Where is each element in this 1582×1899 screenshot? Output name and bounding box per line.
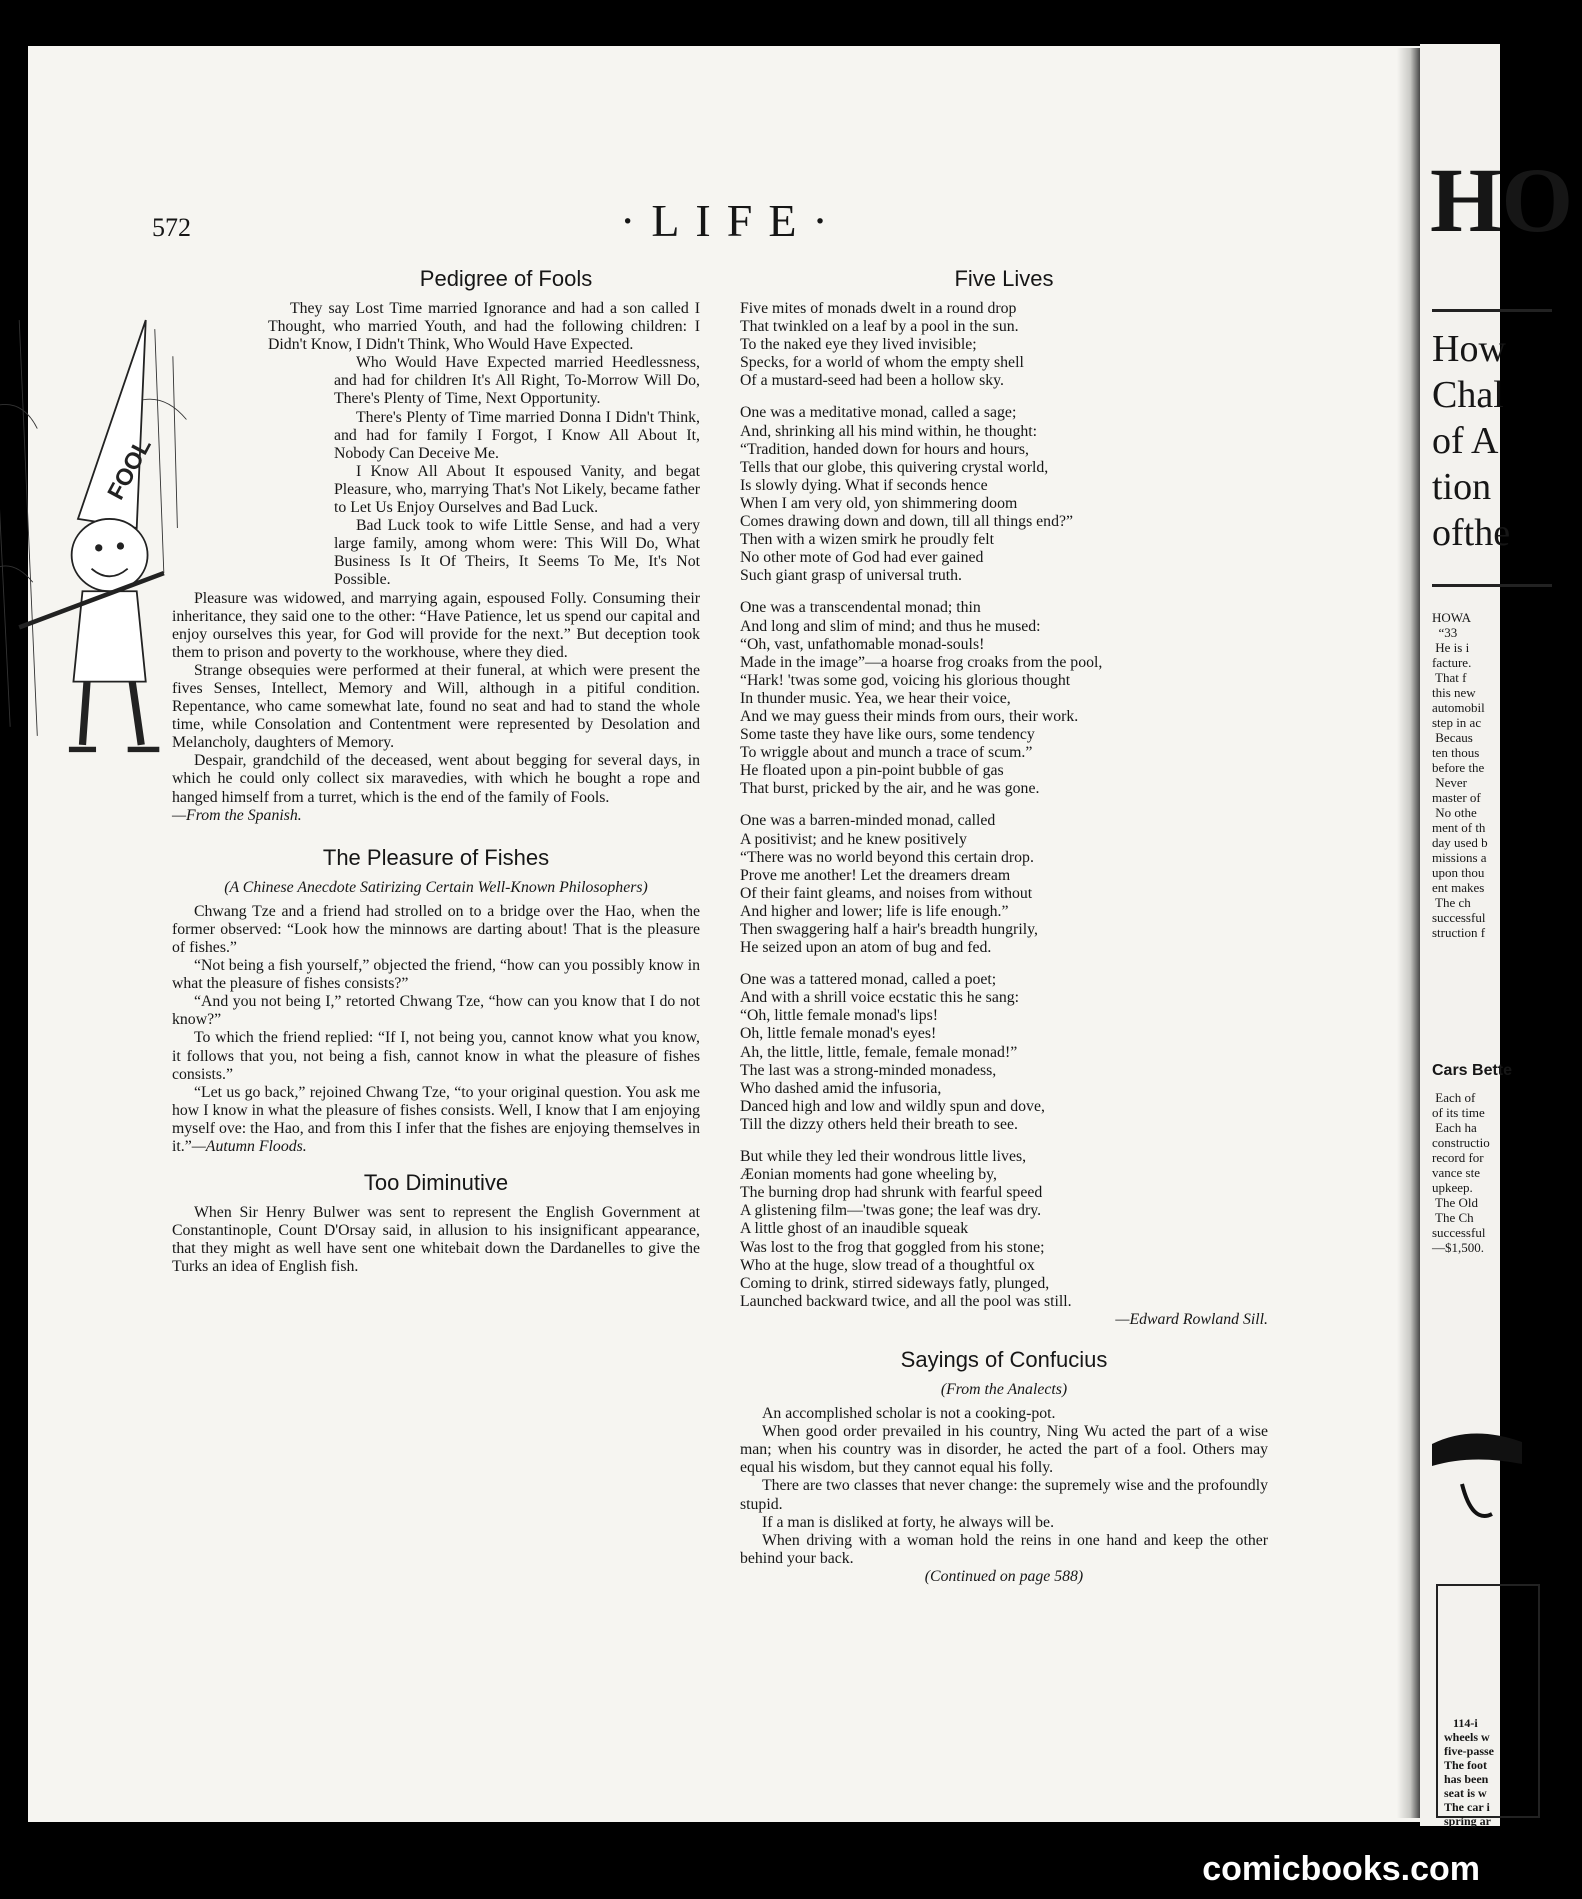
poem-line: And, shrinking all his mind within, he thought: bbox=[740, 422, 1038, 440]
car-illustration bbox=[1432, 1424, 1522, 1524]
poem-stanza bbox=[740, 599, 1268, 798]
poem-line: Coming to drink, stirred sideways fatly, plunged, bbox=[740, 1274, 1050, 1292]
poem-line: Till the dizzy others held their breath to see. bbox=[740, 1115, 1018, 1133]
poem-line: Tells that our globe, this quivering crystal world, bbox=[740, 458, 1049, 476]
pedigree-paragraph: Bad Luck took to wife Little Sense, and had a very large family, among whom were: This Will Do, What Business Is It Of Theirs, It Seems To Me, It's Not Possible. bbox=[334, 517, 700, 589]
poem-line: Danced high and low and wildly spun and dove, bbox=[740, 1097, 1045, 1115]
fishes-source: —Autumn Floods. bbox=[191, 1138, 307, 1156]
article-title: Five Lives bbox=[954, 266, 1054, 291]
next-page-headline-line: Chal bbox=[1432, 374, 1504, 416]
five-lives-poem bbox=[740, 300, 1268, 1311]
poem-line: The burning drop had shrunk with fearful speed bbox=[740, 1184, 1043, 1202]
poem-line: And we may guess their minds from ours, their work. bbox=[740, 707, 1079, 725]
poem-line: Launched backward twice, and all the pool was still. bbox=[740, 1292, 1072, 1310]
next-page-rule bbox=[1432, 309, 1552, 312]
pedigree-paragraph: Strange obsequies were performed at their funeral, at which were present the fives Senses, Intellect, Memory and Will, although in a pitiful condition. Repentance, who came somewhat late, found no seat and had to stand the whole time, while Consolation and Contentment were represented by Desolation and Melancholy, daughters of Memory. bbox=[172, 661, 700, 752]
pedigree-paragraph: I Know All About It espoused Vanity, and begat Pleasure, who, marrying That's Not Likely, became father to Let Us Enjoy Ourselves and Bad Luck. bbox=[334, 462, 700, 517]
poem-line: Who at the huge, slow tread of a thoughtful ox bbox=[740, 1256, 1035, 1274]
poem-line: Of a mustard-seed had been a hollow sky. bbox=[740, 372, 1004, 390]
poem-line: “Oh, little female monad's lips! bbox=[740, 1007, 939, 1025]
article-title: Sayings of Confucius bbox=[900, 1346, 1108, 1372]
hat-label: FOOL bbox=[102, 433, 156, 504]
pedigree-paragraph: Who Would Have Expected married Heedlessness, and had for children It's All Right, To-Morrow Will Do, There's Plenty of Time, Next Opportunity. bbox=[334, 354, 700, 408]
page-number: 572 bbox=[152, 213, 191, 242]
poem-line: But while they led their wondrous little lives, bbox=[740, 1148, 1027, 1166]
poem-line: One was a barren-minded monad, called bbox=[740, 812, 996, 830]
poem-line: The last was a strong-minded monadess, bbox=[740, 1061, 997, 1079]
poem-line: To the naked eye they lived invisible; bbox=[740, 336, 977, 354]
article-subtitle: (A Chinese Anecdote Satirizing Certain Well-Known Philosophers) bbox=[224, 878, 648, 896]
fishes-paragraph: “Let us go back,” rejoined Chwang Tze, “to your original question. You ask me how I know in what the pleasure of fishes consists. Well, I know that I am enjoying myself ove: the Hao, and from this I infer that the fishes are enjoying themselves in it.”—Autumn Floods. bbox=[172, 1083, 700, 1156]
diminutive-paragraph: When Sir Henry Bulwer was sent to represent the English Government at Constantinople, Count D'Orsay said, in allusion to his insignificant appearance, that they might as well have sent one whitebait down the Dardanelles to give the Turks an idea of English fish. bbox=[172, 1204, 700, 1276]
pedigree-wrapped-text bbox=[172, 354, 700, 589]
next-page-body-top: HOWA “33 He is i facture. That f this new automobil step in ac Becaus ten thous before the Never master of No othe ment of th day used b missions a upon thou ent makes The ch successful struction f bbox=[1432, 610, 1488, 940]
pedigree-section bbox=[172, 266, 700, 292]
pedigree-source: —From the Spanish. bbox=[172, 806, 302, 824]
poem-line: A positivist; and he knew positively bbox=[740, 830, 967, 848]
adjacent-page-fragment bbox=[1420, 44, 1574, 1828]
poem-line: Five mites of monads dwelt in a round drop bbox=[740, 300, 1017, 317]
poem-line: He seized upon an atom of bug and fed. bbox=[740, 939, 992, 957]
poem-line: Was lost to the frog that goggled from his stone; bbox=[740, 1238, 1045, 1256]
poem-line: He floated upon a pin-point bubble of gas bbox=[740, 762, 1004, 780]
continued-notice: (Continued on page 588) bbox=[924, 1567, 1084, 1585]
poem-line: One was a tattered monad, called a poet; bbox=[740, 971, 997, 989]
next-page-headline-line: of A bbox=[1432, 420, 1499, 462]
poem-line: A glistening film—'twas gone; the leaf was dry. bbox=[740, 1202, 1042, 1220]
masthead-title: ·LIFE· bbox=[620, 195, 844, 246]
poem-line: Made in the image”—a hoarse frog croaks from the pool, bbox=[740, 653, 1103, 671]
next-page-rule bbox=[1432, 584, 1552, 587]
poem-line: Then swaggering half a hair's breadth hungrily, bbox=[740, 921, 1038, 938]
next-page-headline-line: tion bbox=[1432, 466, 1492, 508]
poem-line: That burst, pricked by the air, and he was gone. bbox=[740, 780, 1040, 798]
poem-stanza bbox=[740, 404, 1268, 585]
confucius-paragraph: If a man is disliked at forty, he always will be. bbox=[762, 1513, 1055, 1531]
next-page-big-letters: HO bbox=[1430, 149, 1574, 251]
fishes-paragraph: To which the friend replied: “If I, not being you, cannot know what you know, it follows that you, not being a fish, cannot know in what the pleasure of fishes consists.” bbox=[172, 1029, 700, 1083]
poem-stanza bbox=[740, 971, 1268, 1134]
poem-line: Then with a wizen smirk he proudly felt bbox=[740, 531, 994, 549]
poem-author: —Edward Rowland Sill. bbox=[1115, 1310, 1268, 1328]
page-gutter bbox=[1397, 48, 1421, 1818]
poem-line: Such giant grasp of universal truth. bbox=[740, 567, 962, 585]
next-page-headline-line: ofthe bbox=[1432, 512, 1511, 554]
next-page-body-bottom: Each of of its time Each ha constructio record for vance ste upkeep. The Old The Ch successful —$1,500. bbox=[1432, 1090, 1490, 1255]
fool-cartoon-illustration bbox=[0, 302, 202, 772]
poem-line: Of their faint gleams, and noises from without bbox=[740, 884, 1033, 902]
fishes-paragraph: “Not being a fish yourself,” objected the friend, “how can you possibly know in what the pleasure of fishes consists?” bbox=[172, 957, 700, 993]
next-page-headline bbox=[1432, 326, 1510, 556]
poem-stanza bbox=[740, 1148, 1268, 1311]
poem-line: Who dashed amid the infusoria, bbox=[740, 1079, 942, 1097]
poem-line: Some taste they have like ours, some tendency bbox=[740, 726, 1035, 744]
confucius-paragraph: There are two classes that never change: the supremely wise and the profoundly stupid. bbox=[740, 1477, 1268, 1513]
fishes-paragraph: Chwang Tze and a friend had strolled on to a bridge over the Hao, when the former observed: “Look how the minnows are darting about! That is the pleasure of fishes.” bbox=[172, 902, 700, 956]
pedigree-paragraph: Despair, grandchild of the deceased, went about begging for several days, in which he could only collect six maravedies, with which he bought a rope and hanged himself from a turret, which is the end of the family of Fools. bbox=[172, 752, 700, 806]
poem-line: Oh, little female monad's eyes! bbox=[740, 1025, 937, 1043]
next-page-subhead: Cars Bette bbox=[1432, 1062, 1513, 1079]
pedigree-paragraph: There's Plenty of Time married Donna I Didn't Think, and had for family I Forgot, I Know All About It, Nobody Can Deceive Me. bbox=[334, 408, 700, 462]
poem-stanza bbox=[740, 300, 1268, 390]
left-column bbox=[102, 266, 700, 1277]
pedigree-paragraph: They say Lost Time married Ignorance and had a son called I Thought, who married Youth, and had the following children: I Didn't Know, I Didn't Think, Who Would Have Expected. bbox=[268, 300, 700, 354]
poem-line: That twinkled on a leaf by a pool in the sun. bbox=[740, 318, 1019, 336]
poem-line: Is slowly dying. What if seconds hence bbox=[740, 476, 988, 494]
watermark: comicbooks.com bbox=[1202, 1850, 1480, 1888]
article-subtitle: (From the Analects) bbox=[940, 1380, 1068, 1398]
poem-line: “Oh, vast, unfathomable monad-souls! bbox=[740, 635, 985, 653]
poem-line: Comes drawing down and down, till all things end?” bbox=[740, 513, 1073, 531]
article-title: The Pleasure of Fishes bbox=[322, 844, 550, 870]
confucius-paragraph: When driving with a woman hold the reins in one hand and keep the other behind your back. bbox=[740, 1531, 1268, 1567]
right-column bbox=[740, 266, 1268, 1586]
poem-line: In thunder music. Yea, we hear their voice, bbox=[740, 689, 1011, 707]
poem-line: “Hark! 'twas some god, voicing his glorious thought bbox=[740, 671, 1071, 689]
poem-line: A little ghost of an inaudible squeak bbox=[740, 1220, 969, 1238]
poem-line: To wriggle about and munch a trace of scum.” bbox=[740, 744, 1033, 762]
poem-line: And long and slim of mind; and thus he mused: bbox=[740, 617, 1041, 635]
poem-line: When I am very old, yon shimmering doom bbox=[740, 494, 1018, 512]
poem-line: Ah, the little, little, female, female monad!” bbox=[740, 1043, 1018, 1061]
fishes-paragraph: “And you not being I,” retorted Chwang Tze, “how can you know that I do not know?” bbox=[172, 993, 700, 1029]
poem-line: No other mote of God had ever gained bbox=[740, 549, 984, 567]
poem-stanza bbox=[740, 812, 1268, 957]
article-title: Pedigree of Fools bbox=[419, 266, 593, 291]
poem-line: One was a meditative monad, called a sage; bbox=[740, 404, 1017, 422]
confucius-paragraph: An accomplished scholar is not a cooking-pot. bbox=[762, 1405, 1056, 1423]
poem-line: And with a shrill voice ecstatic this he sang: bbox=[740, 989, 1020, 1007]
poem-line: “There was no world beyond this certain drop. bbox=[740, 848, 1034, 866]
poem-line: And higher and lower; life is life enough.” bbox=[740, 902, 1009, 920]
next-page-headline-line: How bbox=[1432, 328, 1506, 370]
next-page-spec-box: 114-i wheels w five-passe The foot has been seat is w The car i spring ar bbox=[1436, 1584, 1540, 1818]
poem-line: Æonian moments had gone wheeling by, bbox=[740, 1166, 997, 1184]
poem-line: One was a transcendental monad; thin bbox=[740, 599, 981, 617]
poem-line: Prove me another! Let the dreamers dream bbox=[740, 866, 1011, 884]
poem-line: “Tradition, handed down for hours and hours, bbox=[740, 440, 1029, 458]
poem-line: Specks, for a world of whom the empty shell bbox=[740, 354, 1024, 372]
pedigree-paragraph: Pleasure was widowed, and marrying again, espoused Folly. Consuming their inheritance, they said one to the other: “Have Patience, let us spend our capital and enjoy ourselves this year, for God will provide for the next.” But deception took them to prison and poverty to the workhouse, where they died. bbox=[172, 589, 700, 661]
confucius-paragraph: When good order prevailed in his country, Ning Wu acted the part of a wise man; when his country was in disorder, he acted the part of a fool. Others may equal his wisdom, but they cannot equal his folly. bbox=[740, 1423, 1268, 1477]
pedigree-wrapped-text bbox=[172, 300, 700, 354]
article-title: Too Diminutive bbox=[363, 1170, 509, 1196]
